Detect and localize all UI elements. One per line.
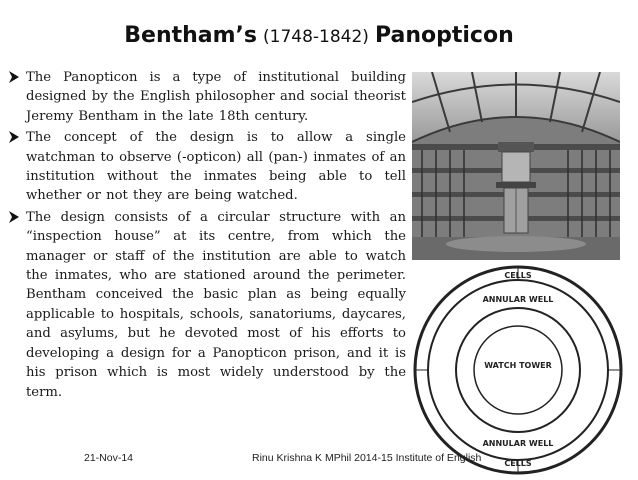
slide-title xyxy=(0,22,638,51)
watch-tower-label: WATCH TOWER xyxy=(484,361,552,370)
title-years: (1748-1842) xyxy=(263,27,369,47)
arrow-bullet-icon xyxy=(8,210,20,224)
bullet-text: The concept of the design is to allow a single watchman to observe (-opticon) all (pan-) inmates of an institution without the inmates being able to tell whether or not they are being watched. xyxy=(26,130,406,204)
footer-date: 21-Nov-14 xyxy=(84,452,134,464)
bullet-item xyxy=(8,128,406,206)
panopticon-photo-drawing xyxy=(412,72,620,260)
bullet-item xyxy=(8,68,406,126)
cells-top-label: CELLS xyxy=(504,271,532,280)
title-subject: Panopticon xyxy=(374,23,514,48)
bullet-item xyxy=(8,208,406,402)
title-name: Bentham’s xyxy=(124,23,258,48)
annular-well-top-label: ANNULAR WELL xyxy=(482,295,554,304)
watch-tower-ring xyxy=(474,326,562,414)
bullet-text: The Panopticon is a type of institutional building designed by the English philosopher and social theorist Jeremy Bentham in the late 18th century. xyxy=(26,70,406,124)
bullet-list xyxy=(8,68,406,404)
annular-well-bottom-label: ANNULAR WELL xyxy=(482,439,554,448)
panopticon-plan-diagram xyxy=(408,264,628,476)
cells-bottom-label: CELLS xyxy=(504,459,532,468)
arrow-bullet-icon xyxy=(8,130,20,144)
bullet-text: The design consists of a circular structure with an “inspection house” at its centre, from which the manager or staff of the institution are able to watch the inmates, who are stationed around the perimeter. Bentham conceived the basic plan as being equally applicable to hospitals, schools, sanatoriums, daycares, and asylums, but he devoted most of his efforts to developing a design for a Panopticon prison, and it is his prison which is most widely understood by the term. xyxy=(26,209,406,400)
arrow-bullet-icon xyxy=(8,70,20,84)
panopticon-interior-photo xyxy=(412,72,620,260)
footer-credit: Rinu Krishna K MPhil 2014-15 Institute of English xyxy=(252,452,482,464)
